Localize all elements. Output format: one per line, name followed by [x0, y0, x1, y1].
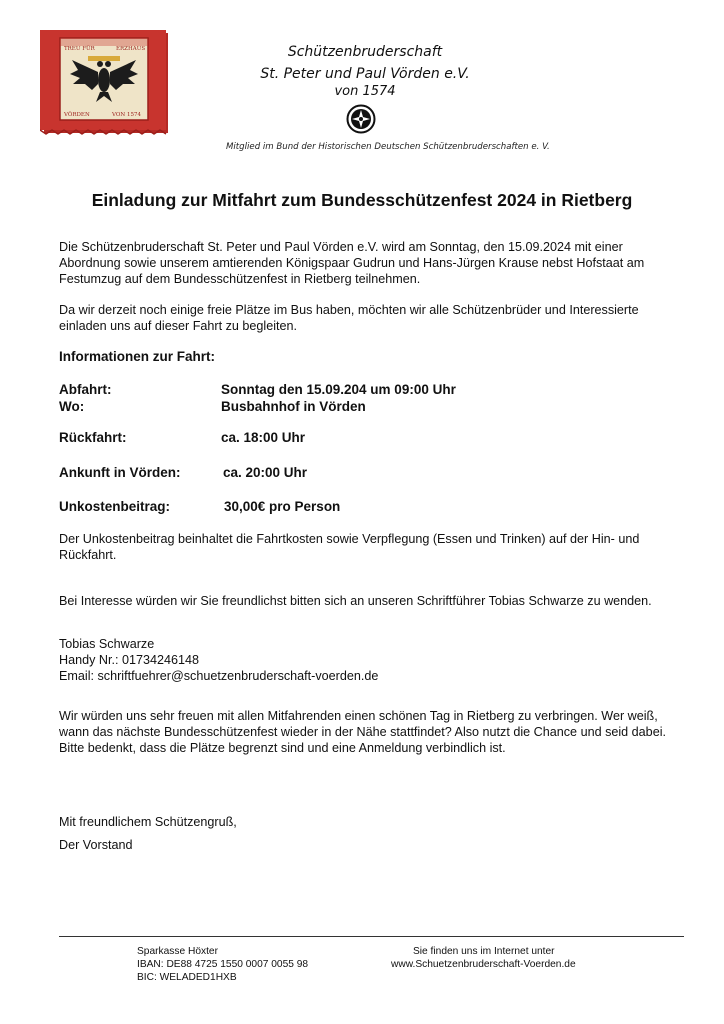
society-banner-image	[40, 30, 170, 135]
arrival-value: ca. 20:00 Uhr	[223, 465, 308, 480]
org-founded-line: von 1574	[334, 84, 396, 99]
banner-text-bottom-left: VÖRDEN	[64, 112, 90, 118]
banner-text-top-left: TREU FÜR	[64, 46, 95, 52]
contact-name: Tobias Schwarze	[59, 637, 155, 651]
closing-paragraph: Wir würden uns sehr freuen mit allen Mitfahrenden einen schönen Tag in Rietberg zu verbringen. Wer weiß, wann das nächste Bundesschützenfest wieder in der Nähe stattfindet? Also nutzt die Chance und seid dabei. Bitte bedenkt, dass die Plätze begrenzt sind und eine Anmeldung verbindlich ist.	[59, 709, 666, 755]
cross-emblem-icon	[346, 104, 376, 134]
departure-label: Abfahrt:	[59, 382, 112, 397]
invitation-paragraph: Da wir derzeit noch einige freie Plätze im Bus haben, möchten wir alle Schützenbrüder und Interessierte einladen uns auf dieser Fahrt zu begleiten.	[59, 303, 639, 333]
footer-divider	[59, 936, 684, 937]
membership-note: Mitglied im Bund der Historischen Deutschen Schützenbruderschaften e. V.	[226, 142, 550, 152]
signature: Der Vorstand	[59, 838, 133, 852]
org-name-line1: Schützenbruderschaft	[287, 44, 443, 60]
footer-iban: IBAN: DE88 4725 1550 0007 0055 98	[137, 959, 309, 970]
return-value: ca. 18:00 Uhr	[221, 430, 306, 445]
greeting: Mit freundlichem Schützengruß,	[59, 815, 237, 829]
page-title: Einladung zur Mitfahrt zum Bundesschützenfest 2024 in Rietberg	[91, 190, 633, 210]
contact-phone: Handy Nr.: 01734246148	[59, 653, 200, 667]
arrival-label: Ankunft in Vörden:	[59, 465, 181, 480]
departure-value: Sonntag den 15.09.204 um 09:00 Uhr	[221, 382, 456, 397]
footer-web-link[interactable]: www.Schuetzenbruderschaft-Voerden.de	[391, 959, 576, 970]
org-name-line2: St. Peter und Paul Vörden e.V.	[260, 66, 470, 82]
banner-text-top-right: ERZHAUS	[116, 46, 146, 52]
contact-email[interactable]: Email: schriftfuehrer@schuetzenbruderschaft-voerden.de	[59, 669, 379, 683]
cost-value: 30,00€ pro Person	[224, 499, 341, 514]
cost-label: Unkostenbeitrag:	[59, 499, 171, 514]
location-value: Busbahnhof in Vörden	[221, 399, 366, 414]
footer-web-label: Sie finden uns im Internet unter	[413, 946, 555, 957]
return-label: Rückfahrt:	[59, 430, 127, 445]
contact-request-paragraph: Bei Interesse würden wir Sie freundlichst bitten sich an unseren Schriftführer Tobias Schwarze zu wenden.	[59, 594, 652, 608]
cost-details-paragraph: Der Unkostenbeitrag beinhaltet die Fahrtkosten sowie Verpflegung (Essen und Trinken) auf der Hin- und Rückfahrt.	[59, 532, 640, 562]
footer-bank: Sparkasse Höxter	[137, 946, 218, 957]
intro-paragraph: Die Schützenbruderschaft St. Peter und Paul Vörden e.V. wird am Sonntag, den 15.09.2024 mit einer Abordnung sowie unserem amtierenden Königspaar Gudrun und Hans-Jürgen Krause nebst Hofstaat am Festumzug auf dem Bundesschützenfest in Rietberg teilnehmen.	[59, 240, 645, 286]
location-label: Wo:	[59, 399, 85, 414]
banner-text-bottom-right: VON 1574	[112, 112, 141, 118]
info-heading: Informationen zur Fahrt:	[59, 349, 215, 364]
footer-bic: BIC: WELADED1HXB	[137, 972, 237, 983]
